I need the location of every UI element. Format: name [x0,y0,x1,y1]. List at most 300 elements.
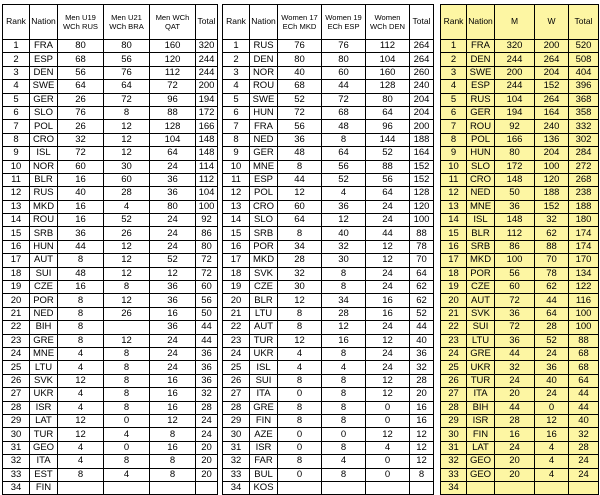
table-cell: 320 [495,40,535,53]
table-cell: MNE [467,200,495,213]
table-cell: 8 [322,374,366,387]
table-cell [150,481,196,494]
table-cell: 24 [366,214,410,227]
table-cell: 152 [535,200,569,213]
table-cell: 4 [223,80,250,93]
table-cell: 8 [104,455,150,468]
table-cell: 30 [441,428,467,441]
table-row [441,374,599,387]
table-cell: 24 [366,200,410,213]
table-cell: 36 [495,307,535,320]
table-cell: 284 [569,147,599,160]
column-header: W [535,5,569,40]
table-cell: 36 [150,321,196,334]
table-cell: CRO [467,173,495,186]
table-cell: 88 [410,227,434,240]
table-cell: 25 [223,361,250,374]
table-cell: 128 [366,80,410,93]
table-cell: 15 [441,227,467,240]
table-row [223,481,434,494]
table-cell: 4 [58,401,104,414]
column-header: Men U19 WCh RUS [58,5,104,40]
table-cell: 174 [569,240,599,253]
table-cell: 16 [58,200,104,213]
table-cell: 12 [366,428,410,441]
table-cell: 17 [223,254,250,267]
table-cell: 36 [322,200,366,213]
table-cell: 8 [322,441,366,454]
column-header: Nation [250,5,278,40]
table-cell: 244 [495,53,535,66]
table-cell: 272 [569,160,599,173]
table-cell: 2 [223,53,250,66]
table-row [441,40,599,53]
table-cell: 200 [495,66,535,79]
table-cell: 20 [3,294,30,307]
table-cell: 5 [223,93,250,106]
table-cell: 2 [441,53,467,66]
table-cell: 8 [104,388,150,401]
table-row [223,147,434,160]
table-cell: LAT [467,441,495,454]
table-cell: 8 [58,334,104,347]
table-cell: 8 [223,133,250,146]
table-cell: 1 [441,40,467,53]
table-cell: SUI [30,267,58,280]
table-cell: ITA [30,455,58,468]
table-cell: 8 [322,414,366,427]
table-cell: 52 [322,173,366,186]
table-cell [278,481,322,494]
table-cell: 72 [495,321,535,334]
table-cell: 20 [495,455,535,468]
table-row [3,347,218,360]
table-cell: 72 [495,294,535,307]
table-cell: 76 [322,40,366,53]
table-cell: 9 [3,147,30,160]
table-cell: 88 [366,160,410,173]
table-cell: 3 [441,66,467,79]
table-cell: 24 [3,347,30,360]
table-cell: 12 [104,254,150,267]
table-cell: 24 [150,240,196,253]
table-cell: RUS [30,187,58,200]
table-cell: 76 [58,106,104,119]
table-row [441,414,599,427]
table-cell: 28 [535,321,569,334]
table-cell: 20 [441,294,467,307]
table-cell: TUR [250,334,278,347]
table-cell: 26 [58,120,104,133]
table-cell: 56 [196,294,218,307]
table-cell: GRE [467,347,495,360]
table-cell: 24 [150,334,196,347]
table-cell: 104 [495,93,535,106]
table-cell: SVK [467,307,495,320]
table-row [441,455,599,468]
table-cell: 8 [278,414,322,427]
table-row [3,106,218,119]
table-cell: 4 [322,455,366,468]
table-cell: 34 [278,240,322,253]
table-cell: 12 [104,120,150,133]
table-cell: 4 [322,187,366,200]
table-cell: 20 [223,294,250,307]
table-cell: 44 [569,401,599,414]
table-cell: 16 [410,414,434,427]
table-cell: 260 [410,66,434,79]
table-cell: 56 [58,66,104,79]
table-cell: 12 [366,254,410,267]
table-cell: MKD [467,254,495,267]
table-cell: 23 [441,334,467,347]
table-cell: 0 [278,428,322,441]
table-cell: 64 [366,187,410,200]
table-cell: 20 [410,388,434,401]
table-cell: 26 [3,374,30,387]
table-cell: 112 [150,66,196,79]
table-cell: GEO [467,455,495,468]
table-cell: 12 [104,147,150,160]
table-cell: 50 [495,187,535,200]
table-row [223,361,434,374]
table-cell: 12 [278,187,322,200]
table-cell: DEN [250,53,278,66]
table-cell: 8 [441,133,467,146]
table-cell: 16 [410,401,434,414]
table-row [223,347,434,360]
table-cell: 68 [322,106,366,119]
table-cell: 16 [58,173,104,186]
table-cell: 32 [58,133,104,146]
table-cell: 116 [569,294,599,307]
table-cell: BLR [30,173,58,186]
table-cell: 52 [535,334,569,347]
table-cell: 12 [410,441,434,454]
table-cell: 29 [3,414,30,427]
table-cell: 4 [58,441,104,454]
table-cell: 20 [495,468,535,481]
table-cell: 44 [196,321,218,334]
table-row [441,267,599,280]
table-row [223,334,434,347]
table-cell: 8 [278,401,322,414]
table-row [223,133,434,146]
table-cell: 4 [104,200,150,213]
table-cell: 16 [150,307,196,320]
table-cell: 17 [441,254,467,267]
table-cell: 28 [3,401,30,414]
table-cell: 11 [3,173,30,186]
table-cell: 244 [196,66,218,79]
table-row [223,173,434,186]
table-cell: BIH [30,321,58,334]
table-row [441,240,599,253]
table-row [441,106,599,119]
table-row [441,160,599,173]
table-cell: 52 [150,254,196,267]
table-row [441,80,599,93]
table-cell: 0 [322,428,366,441]
table-cell: GER [467,106,495,119]
table-cell: UKR [467,361,495,374]
table-row [3,227,218,240]
table-cell: 30 [223,428,250,441]
table-cell: 32 [441,455,467,468]
table-cell: 7 [3,120,30,133]
table-cell: 28 [495,414,535,427]
table-cell: 44 [278,173,322,186]
table-cell: 12 [150,267,196,280]
table-cell: 16 [366,307,410,320]
table-cell: TUR [467,374,495,387]
table-cell: 16 [3,240,30,253]
table-cell: 24 [535,347,569,360]
table-cell: 11 [441,173,467,186]
table-cell: 100 [196,200,218,213]
table-cell [322,481,366,494]
table-cell: HUN [250,106,278,119]
table-cell: 164 [410,147,434,160]
table-cell: DEN [30,66,58,79]
table-cell: 40 [410,334,434,347]
table-row [3,441,218,454]
table-cell: 25 [3,361,30,374]
table-cell: 16 [535,428,569,441]
table-cell: CRO [250,200,278,213]
table-cell: 16 [150,374,196,387]
table-cell: 26 [223,374,250,387]
table-cell: 52 [104,214,150,227]
table-cell: 18 [441,267,467,280]
table-cell: ITA [250,388,278,401]
combined-ranking-table [440,4,599,495]
table-cell: MKD [30,200,58,213]
table-cell: 164 [535,106,569,119]
table-cell: SLO [30,106,58,119]
table-row [441,281,599,294]
table-row [3,388,218,401]
table-cell: 4 [104,428,150,441]
table-cell: 15 [223,227,250,240]
table-cell: 70 [410,254,434,267]
table-cell: 24 [441,347,467,360]
table-cell: 36 [495,200,535,213]
table-cell: 332 [569,120,599,133]
table-cell: 52 [278,93,322,106]
table-cell: RUS [467,93,495,106]
table-cell: 26 [104,227,150,240]
table-row [223,294,434,307]
table-cell: 8 [278,321,322,334]
table-cell: 104 [150,133,196,146]
table-cell: 80 [322,53,366,66]
table-cell: 36 [150,173,196,186]
table-row [223,374,434,387]
table-cell: 34 [223,481,250,494]
table-cell: 104 [366,53,410,66]
table-cell: 4 [535,455,569,468]
table-cell: 23 [3,334,30,347]
table-cell: 16 [150,401,196,414]
table-row [441,66,599,79]
table-cell: 64 [366,106,410,119]
table-cell: 88 [569,334,599,347]
table-cell: 12 [278,334,322,347]
table-cell: 28 [410,374,434,387]
table-cell: BIH [467,401,495,414]
table-cell: 8 [58,254,104,267]
table-cell: 40 [58,187,104,200]
table-cell: SWE [250,93,278,106]
table-cell: 32 [569,428,599,441]
table-row [3,455,218,468]
table-cell: 30 [278,281,322,294]
table-cell: 12 [104,294,150,307]
table-cell: 8 [58,321,104,334]
table-cell: MKD [250,254,278,267]
table-cell: CZE [250,281,278,294]
table-cell: 12 [535,414,569,427]
table-cell: AUT [250,321,278,334]
table-cell: 34 [322,294,366,307]
table-cell: 56 [366,173,410,186]
table-row [441,294,599,307]
table-cell: 100 [410,214,434,227]
table-row [3,254,218,267]
column-header: Rank [223,5,250,40]
table-cell: 36 [196,361,218,374]
table-cell: 76 [104,66,150,79]
table-cell: 30 [322,254,366,267]
table-cell: 8 [104,401,150,414]
table-cell: 24 [366,321,410,334]
table-row [441,147,599,160]
table-cell: 26 [441,374,467,387]
table-cell: 64 [150,147,196,160]
table-cell: 22 [441,321,467,334]
table-cell: 32 [196,388,218,401]
table-cell: 96 [150,93,196,106]
table-cell: 14 [223,214,250,227]
table-cell: 12 [104,334,150,347]
table-cell: 3 [223,66,250,79]
table-cell: 72 [104,93,150,106]
table-cell: 12 [150,414,196,427]
table-cell: 7 [441,120,467,133]
table-row [441,481,599,494]
table-cell: 148 [495,214,535,227]
table-cell: 64 [322,147,366,160]
table-cell: 136 [535,133,569,146]
table-cell: 5 [441,93,467,106]
table-cell: 24 [150,214,196,227]
table-cell: 152 [410,173,434,186]
table-cell: 13 [223,200,250,213]
header-row [441,5,599,40]
table-cell: 368 [569,93,599,106]
table-cell: 148 [196,133,218,146]
table-cell: 204 [535,66,569,79]
table-cell: 27 [223,388,250,401]
table-cell: 88 [535,240,569,253]
table-row [223,227,434,240]
table-cell: 12 [410,428,434,441]
table-cell: 204 [535,147,569,160]
column-header: Nation [30,5,58,40]
table-cell: 62 [535,281,569,294]
table-row [3,187,218,200]
table-cell: 16 [495,428,535,441]
table-cell: HUN [30,240,58,253]
table-cell: ROU [30,214,58,227]
table-cell: 24 [150,227,196,240]
table-cell: 56 [495,267,535,280]
table-cell: ROU [467,120,495,133]
table-cell: 0 [366,468,410,481]
table-cell: 14 [441,214,467,227]
table-cell: 24 [495,374,535,387]
table-cell: 104 [196,187,218,200]
table-cell: 12 [223,187,250,200]
table-cell: 8 [150,428,196,441]
table-cell: 24 [569,468,599,481]
table-cell: 12 [104,267,150,280]
table-cell: DEN [467,53,495,66]
table-cell: 36 [196,347,218,360]
table-row [223,120,434,133]
table-row [3,294,218,307]
table-cell: ESP [30,53,58,66]
table-row [441,441,599,454]
table-row [441,334,599,347]
table-cell: 62 [535,227,569,240]
table-cell: 8 [278,307,322,320]
table-cell: 24 [366,361,410,374]
table-cell: 100 [569,307,599,320]
table-cell: 29 [441,414,467,427]
table-cell: BUL [250,468,278,481]
table-cell: 8 [322,281,366,294]
table-cell: ISL [250,361,278,374]
table-cell: SUI [467,321,495,334]
table-cell: 24 [223,347,250,360]
table-cell: 80 [104,40,150,53]
table-cell: 60 [495,281,535,294]
table-cell: SRB [467,240,495,253]
table-cell: 112 [495,227,535,240]
table-cell [569,481,599,494]
table-cell: 4 [58,361,104,374]
table-cell: 32 [3,455,30,468]
column-header: Women 19 ECh ESP [322,5,366,40]
table-cell: 18 [3,267,30,280]
table-row [3,93,218,106]
table-cell: 508 [569,53,599,66]
table-cell: 80 [196,240,218,253]
column-header: Men WCh QAT [150,5,196,40]
table-cell: 174 [569,227,599,240]
table-row [3,267,218,280]
table-cell: 12 [366,388,410,401]
table-cell: 264 [535,53,569,66]
table-cell: 20 [495,388,535,401]
table-row [223,455,434,468]
table-cell: ISL [30,147,58,160]
table-cell: 8 [278,374,322,387]
table-cell: 36 [278,133,322,146]
table-cell: 12 [366,374,410,387]
